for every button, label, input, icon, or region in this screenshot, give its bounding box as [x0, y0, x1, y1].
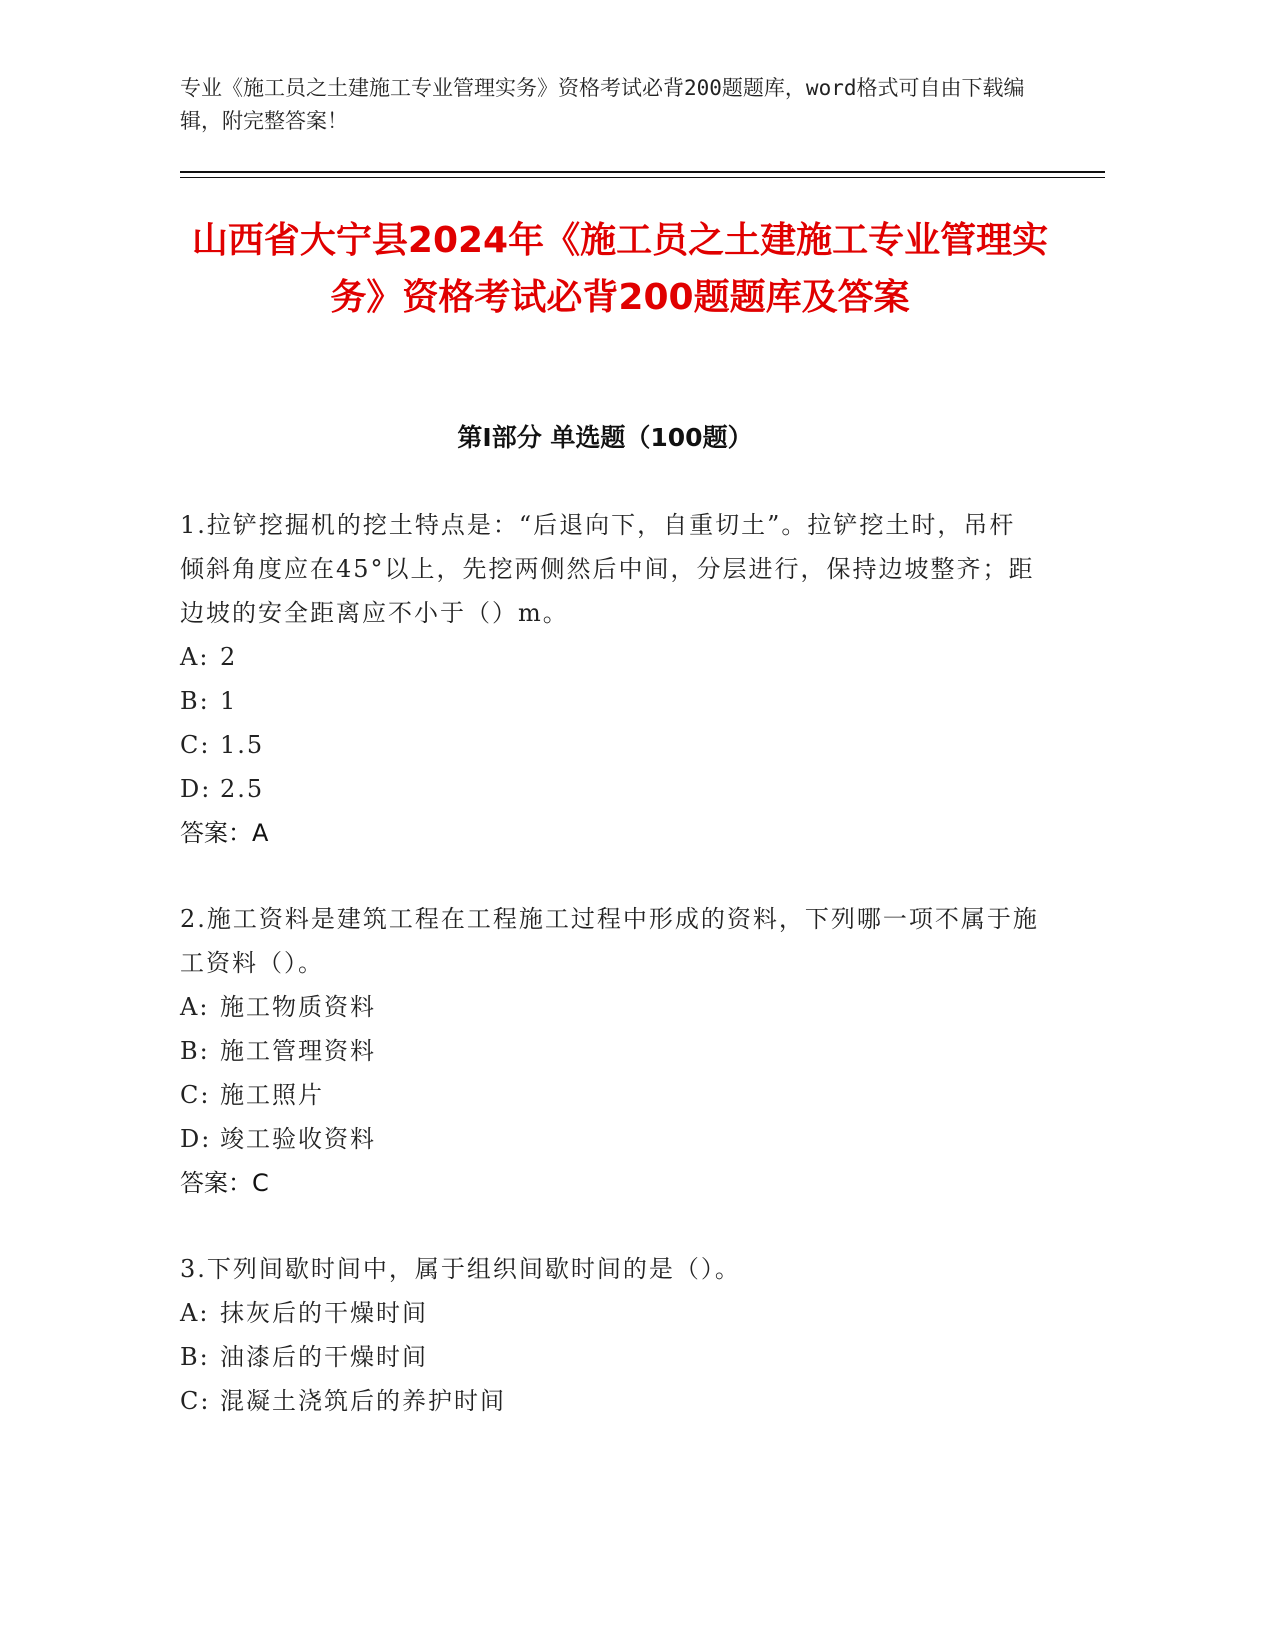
option-letter: D:: [180, 1125, 212, 1153]
question-text: 2.施工资料是建筑工程在工程施工过程中形成的资料，下列哪一项不属于施工资料（）。: [180, 905, 1039, 977]
header-rule-thick: [180, 171, 1105, 173]
option-text: 抹灰后的干燥时间: [220, 1299, 428, 1327]
question-list: [180, 503, 1040, 1465]
option-a: [180, 985, 1040, 1029]
answer-line: 答案：A: [180, 819, 269, 847]
question-1: [180, 503, 1040, 855]
option-c: [180, 1073, 1040, 1117]
question-3: [180, 1247, 1040, 1423]
section-title: 第Ⅰ部分 单选题（100题）: [457, 423, 753, 452]
option-text: 1: [220, 687, 238, 715]
option-letter: B:: [180, 1037, 210, 1065]
option-text: 施工照片: [220, 1081, 324, 1109]
option-text: 施工管理资料: [220, 1037, 376, 1065]
header-rule-thin: [180, 177, 1105, 178]
option-a: [180, 1291, 1040, 1335]
answer-line: 答案：C: [180, 1169, 269, 1197]
option-letter: D:: [180, 775, 212, 803]
option-d: [180, 767, 1040, 811]
option-text: 施工物质资料: [220, 993, 376, 1021]
question-text: 3.下列间歇时间中，属于组织间歇时间的是（）。: [180, 1255, 741, 1283]
option-text: 2.5: [220, 775, 265, 803]
option-d: [180, 1117, 1040, 1161]
option-a: [180, 635, 1040, 679]
option-letter: A:: [180, 643, 210, 671]
option-c: [180, 1379, 1040, 1423]
option-b: [180, 1029, 1040, 1073]
option-letter: A:: [180, 1299, 210, 1327]
header-note: 专业《施工员之土建施工专业管理实务》资格考试必背200题题库，word格式可自由下载编辑，附完整答案！: [180, 76, 1025, 133]
option-letter: B:: [180, 687, 210, 715]
option-letter: C:: [180, 1081, 211, 1109]
option-letter: B:: [180, 1343, 210, 1371]
option-letter: A:: [180, 993, 210, 1021]
document-title: 山西省大宁县2024年《施工员之土建施工专业管理实务》资格考试必背200题题库及答案: [191, 220, 1049, 318]
option-text: 2: [220, 643, 238, 671]
option-text: 混凝土浇筑后的养护时间: [220, 1387, 506, 1415]
question-text: 1.拉铲挖掘机的挖土特点是：“后退向下，自重切土”。拉铲挖土时，吊杆倾斜角度应在45°以上，先挖两侧然后中间，分层进行，保持边坡整齐；距边坡的安全距离应不小于（）m。: [180, 511, 1035, 627]
question-2: [180, 897, 1040, 1205]
option-text: 1.5: [220, 731, 265, 759]
option-letter: C:: [180, 731, 211, 759]
option-b: [180, 1335, 1040, 1379]
option-text: 油漆后的干燥时间: [220, 1343, 428, 1371]
option-text: 竣工验收资料: [220, 1125, 376, 1153]
option-b: [180, 679, 1040, 723]
option-c: [180, 723, 1040, 767]
option-letter: C:: [180, 1387, 211, 1415]
